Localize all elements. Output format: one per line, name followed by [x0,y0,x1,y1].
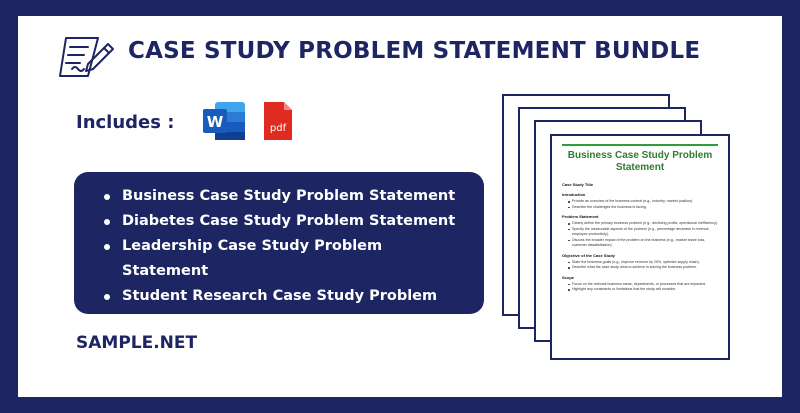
list-item: Describe what the case study aims to achieve in solving the business problem. [568,265,718,271]
preview-title: Business Case Study Problem Statement [567,150,713,173]
pdf-icon [261,99,295,143]
list-item: Provide an overview of the business context (e.g., industry, market position). [568,199,718,205]
list-item: Clearly define the primary business problem (e.g., declining profits, operational inefficiency). [568,221,718,227]
page-title: CASE STUDY PROBLEM STATEMENT BUNDLE [128,38,701,64]
list-item: Focus on the relevant business areas, departments, or processes that are impacted. [568,282,718,288]
list-item: Discuss the broader impact of the problem on the business (e.g., market share loss, customer dissatisfaction). [568,238,718,249]
list-item: Specify the measurable aspects of the problem (e.g., percentage decrease in revenue, employee productivity). [568,227,718,238]
section-heading: Scope [562,274,575,280]
section-bullets [562,199,718,210]
document-pencil-icon [58,34,116,80]
section-heading: Objective of the Case Study [562,252,615,258]
section-heading: Problem Statement [562,214,599,219]
word-icon [201,100,247,142]
svg-text:W: W [206,113,224,131]
list-item: Business Case Study Problem Statement [104,184,470,209]
list-item: State the business goals (e.g., improve revenue by 20%, optimize supply chain). [568,260,718,266]
content-card [18,16,782,397]
list-item: Leadership Case Study Problem Statement [104,234,470,284]
bundle-items-list [74,172,484,334]
list-item: Highlight any constraints or limitations that the study will consider. [568,287,718,293]
section-bullets [562,282,718,293]
list-item: Diabetes Case Study Problem Statement [104,209,470,234]
title-rule [562,144,718,146]
bundle-items-box [74,172,484,329]
svg-text:pdf: pdf [269,123,287,134]
section-heading: Introduction [562,192,586,197]
brand-logo-text: SAMPLE.NET [76,333,198,353]
document-preview [550,134,730,360]
list-item: Describe the challenges the business is facing. [568,205,718,211]
includes-label: Includes : [76,112,175,133]
section-bullets [562,260,718,271]
list-item: Student Research Case Study Problem Statement [104,284,470,334]
document-stack [498,90,768,380]
preview-label: Case Study Title [562,182,594,187]
section-bullets [562,221,718,249]
